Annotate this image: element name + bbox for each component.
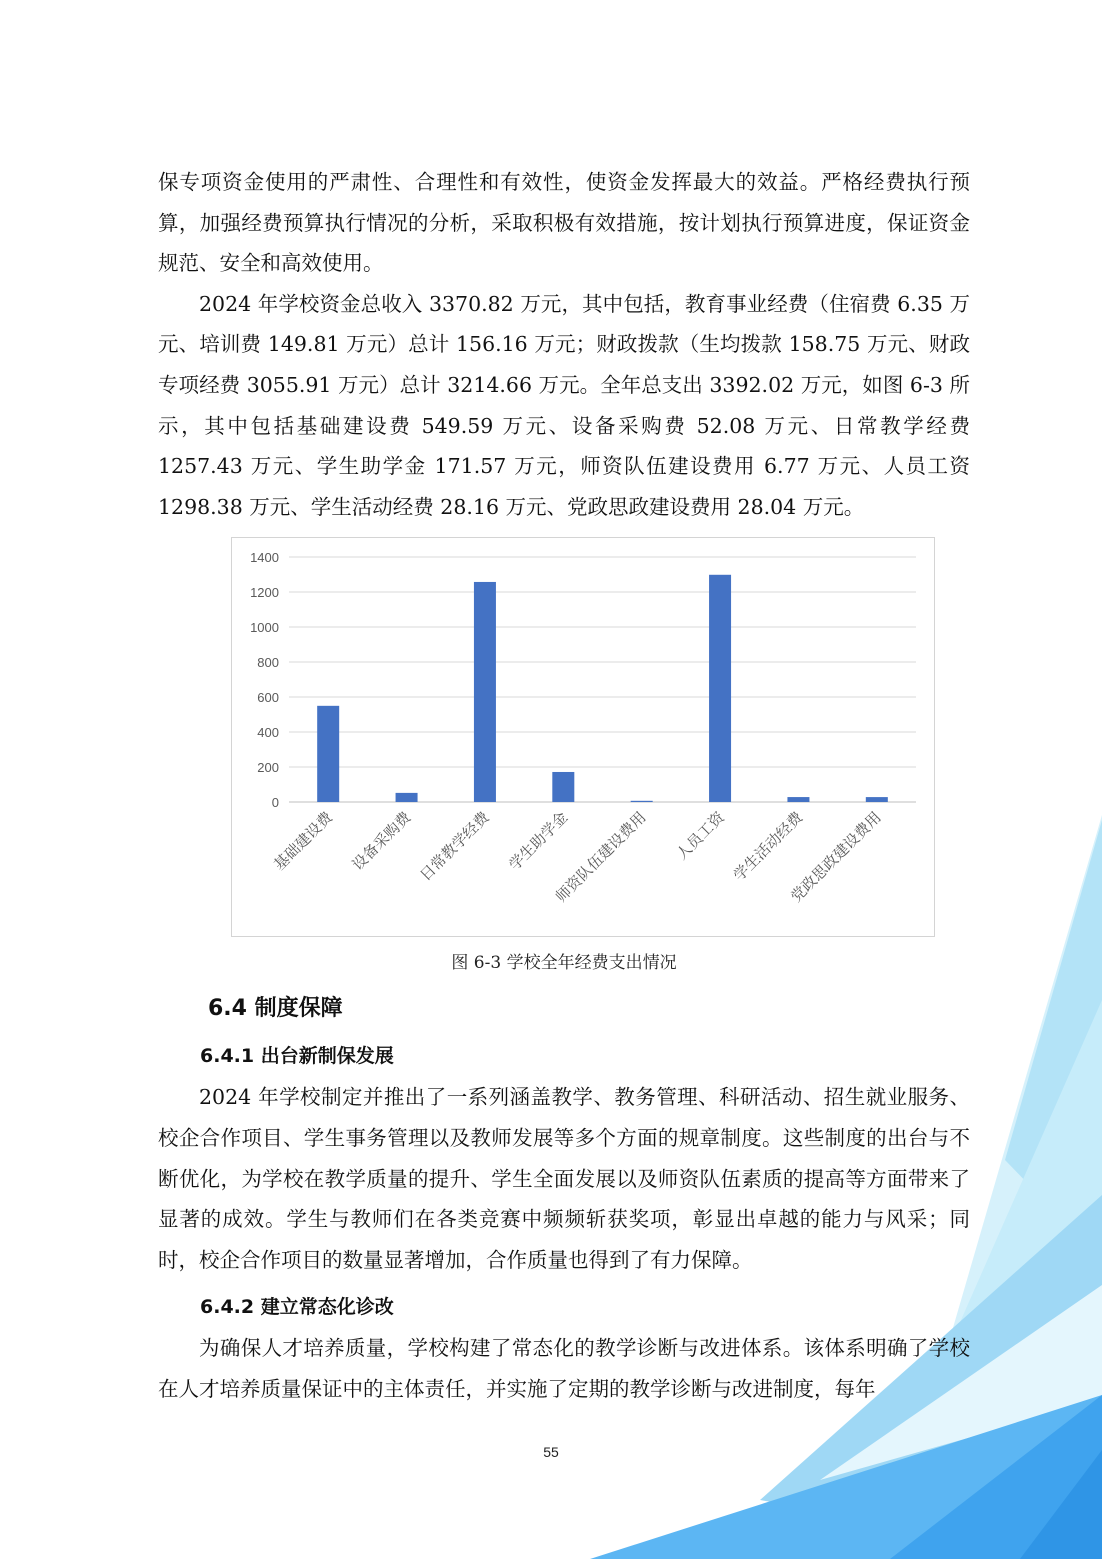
bar-5	[631, 801, 653, 802]
page-content	[158, 162, 970, 1410]
bar-1	[317, 706, 339, 802]
bar-2	[396, 793, 418, 802]
x-tick-label: 学生活动经费	[729, 808, 807, 885]
paragraph-revenue-expenditure: 2024 年学校资金总收入 3370.82 万元，其中包括，教育事业经费（住宿费 6.35 万元、培训费 149.81 万元）总计 156.16 万元；财政拨款（生均拨款 158.75 万元、财政专项经费 3055.91 万元）总计 3214.66 万元。全年总支出 3392.02 万元，如图 6-3 所示，其中包括基础建设费 549.59 万元、设备采购费 52.08 万元、日常教学经费 1257.43 万元、学生助学金 171.57 万元，师资队伍建设费用 6.77 万元、人员工资 1298.38 万元、学生活动经费 28.16 万元、党政思政建设费用 28.04 万元。	[158, 291, 970, 519]
expenditure-bar-chart	[232, 538, 934, 936]
y-tick-label: 1400	[250, 550, 279, 566]
bar-8	[866, 797, 888, 802]
y-tick-label: 600	[257, 690, 279, 706]
x-tick-label: 学生助学金	[505, 808, 572, 875]
x-tick-label: 设备采购费	[348, 808, 415, 875]
page-number: 55	[543, 1444, 559, 1460]
y-tick-label: 1200	[250, 585, 279, 601]
y-tick-label: 200	[257, 760, 279, 776]
y-tick-label: 400	[257, 725, 279, 741]
section-heading-6-4: 6.4 制度保障	[208, 996, 343, 1022]
bar-7	[787, 797, 809, 802]
x-tick-label: 师资队伍建设费用	[551, 808, 650, 907]
y-tick-label: 1000	[250, 620, 279, 636]
subsection-heading-6-4-2: 6.4.2 建立常态化诊改	[200, 1296, 394, 1319]
bar-3	[474, 582, 496, 802]
bar-6	[709, 575, 731, 802]
paragraph-regulations: 2024 年学校制定并推出了一系列涵盖教学、教务管理、科研活动、招生就业服务、校企合作项目、学生事务管理以及教师发展等多个方面的规章制度。这些制度的出台与不断优化，为学校在教学质量的提升、学生全面发展以及师资队伍素质的提高等方面带来了显著的成效。学生与教师们在各类竞赛中频频斩获奖项，彰显出卓越的能力与风采；同时，校企合作项目的数量显著增加，合作质量也得到了有力保障。	[158, 1085, 970, 1272]
expenditure-chart-frame	[231, 537, 935, 937]
bar-4	[552, 772, 574, 802]
y-tick-label: 800	[257, 655, 279, 671]
y-tick-label: 0	[271, 795, 279, 811]
figure-caption: 图 6-3 学校全年经费支出情况	[451, 953, 677, 974]
x-tick-label: 日常教学经费	[416, 808, 493, 885]
x-tick-label: 党政思政建设费用	[787, 808, 885, 907]
x-tick-label: 基础建设费	[270, 808, 337, 875]
x-tick-label: 人员工资	[672, 808, 728, 864]
paragraph-diagnosis: 为确保人才培养质量，学校构建了常态化的教学诊断与改进体系。该体系明确了学校在人才培养质量保证中的主体责任，并实施了定期的教学诊断与改进制度，每年	[158, 1336, 970, 1401]
subsection-heading-6-4-1: 6.4.1 出台新制保发展	[200, 1045, 394, 1068]
paragraph-funds-usage: 保专项资金使用的严肃性、合理性和有效性，使资金发挥最大的效益。严格经费执行预算，加强经费预算执行情况的分析，采取积极有效措施，按计划执行预算进度，保证资金规范、安全和高效使用。	[158, 170, 970, 276]
